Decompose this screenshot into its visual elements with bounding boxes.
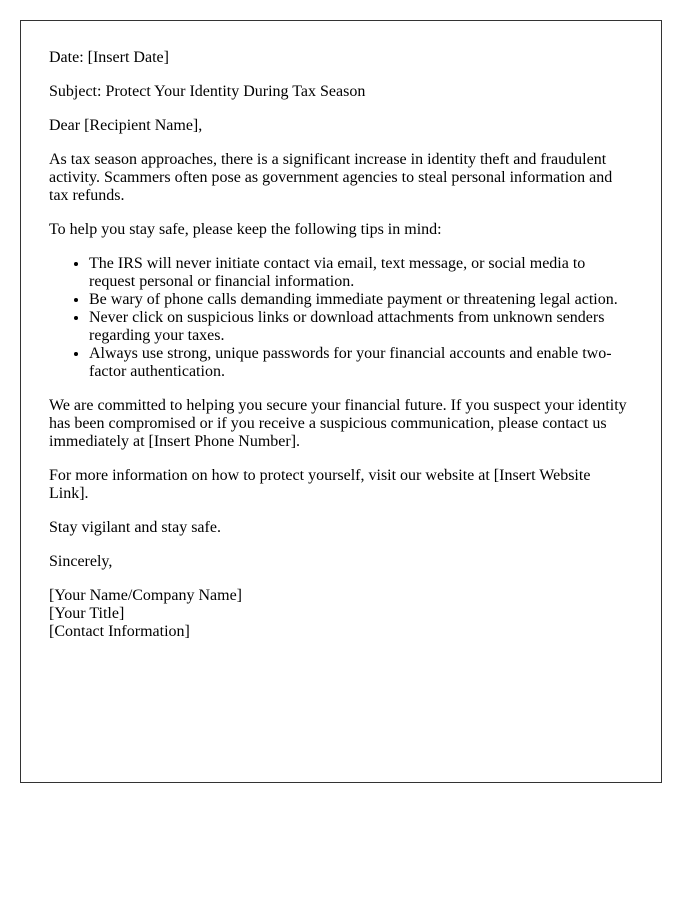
tip-item: • Never click on suspicious links or download attachments from unknown senders regarding your taxes. xyxy=(89,309,633,345)
commitment-paragraph: We are committed to helping you secure your financial future. If you suspect your identity has been compromised or if you receive a suspicious communication, please contact us immediately at [Insert Phone Number]. xyxy=(49,397,627,450)
date-line: Date: [Insert Date] xyxy=(49,49,169,66)
closing-line: Stay vigilant and stay safe. xyxy=(49,519,221,536)
signature-title: [Your Title] xyxy=(49,605,125,622)
tips-intro: To help you stay safe, please keep the following tips in mind: xyxy=(49,221,442,238)
tip-item: • Be wary of phone calls demanding immediate payment or threatening legal action. xyxy=(89,291,633,309)
signature-block xyxy=(49,587,633,641)
tips-list xyxy=(49,255,633,381)
subject-line: Subject: Protect Your Identity During Tax Season xyxy=(49,83,366,100)
tip-item: • Always use strong, unique passwords for your financial accounts and enable two-factor authentication. xyxy=(89,345,633,381)
signature-name: [Your Name/Company Name] xyxy=(49,587,243,604)
letter xyxy=(20,20,662,783)
signature-contact: [Contact Information] xyxy=(49,623,190,640)
intro-paragraph: As tax season approaches, there is a significant increase in identity theft and fraudulent activity. Scammers often pose as government agencies to steal personal information and tax refunds. xyxy=(49,151,613,204)
signoff: Sincerely, xyxy=(49,553,113,570)
tip-item: • The IRS will never initiate contact via email, text message, or social media to request personal or financial information. xyxy=(89,255,633,291)
salutation: Dear [Recipient Name], xyxy=(49,117,203,134)
more-info-paragraph: For more information on how to protect yourself, visit our website at [Insert Website Link]. xyxy=(49,467,591,502)
